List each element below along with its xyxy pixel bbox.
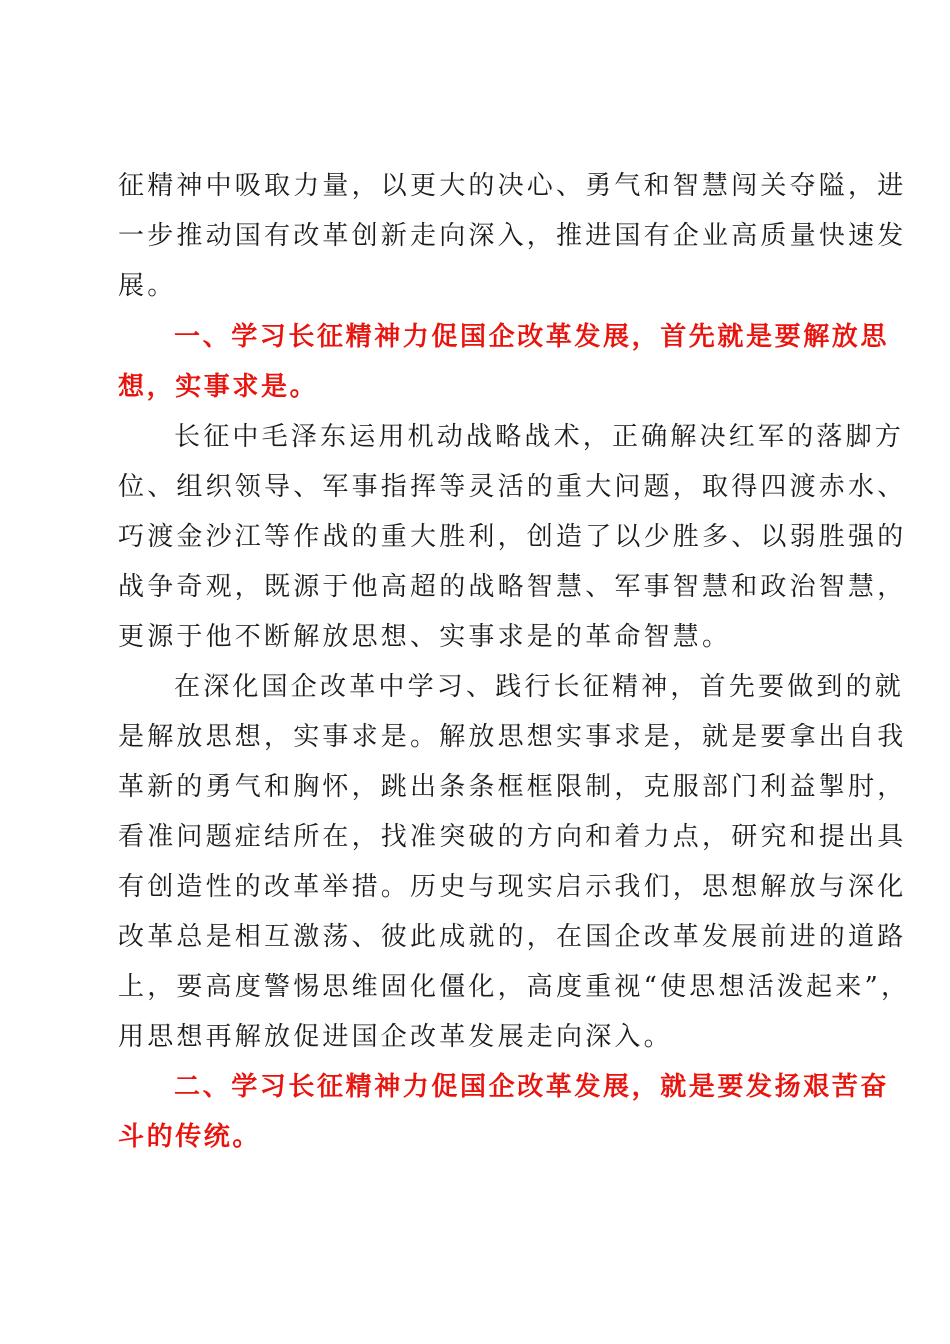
heading-line: 一、学习长征精神力促国企改革发展，首先就是要解放思	[174, 322, 890, 352]
text-line: 战争奇观，既源于他高超的战略智慧、军事智慧和政治智慧，	[118, 572, 907, 602]
text-line: 在深化国企改革中学习、践行长征精神，首先要做到的就	[174, 672, 905, 702]
heading-line: 二、学习长征精神力促国企改革发展，就是要发扬艰苦奋	[174, 1072, 890, 1102]
text-line: 长征中毛泽东运用机动战略战术，正确解决红军的落脚方	[174, 422, 905, 452]
text-line: 征精神中吸取力量，以更大的决心、勇气和智慧闯关夺隘，进	[118, 171, 907, 201]
paragraph-long-march-strategy	[118, 412, 907, 662]
text-line: 用思想再解放促进国企改革发展走向深入。	[118, 1022, 673, 1052]
heading-line: 斗的传统。	[118, 1122, 262, 1152]
text-line: 一步推动国有改革创新走向深入，推进国有企业高质量快速发	[118, 221, 907, 251]
text-line: 改革总是相互激荡、彼此成就的，在国企改革发展前进的道路	[118, 922, 907, 952]
text-line: 更源于他不断解放思想、实事求是的革命智慧。	[118, 622, 732, 652]
paragraph-continuation	[118, 161, 907, 311]
section-heading-2	[118, 1062, 890, 1162]
paragraph-reform-thinking	[118, 662, 911, 1062]
text-line: 革新的勇气和胸怀，跳出条条框框限制，克服部门利益掣肘，	[118, 772, 907, 802]
text-line: 有创造性的改革举措。历史与现实启示我们，思想解放与深化	[118, 872, 907, 902]
heading-line: 想，实事求是。	[118, 372, 319, 402]
text-line: 巧渡金沙江等作战的重大胜利，创造了以少胜多、以弱胜强的	[118, 522, 907, 552]
text-line: 看准问题症结所在，找准突破的方向和着力点，研究和提出具	[118, 822, 907, 852]
text-line: 展。	[118, 271, 177, 301]
section-heading-1	[118, 312, 890, 412]
text-line: 是解放思想，实事求是。解放思想实事求是，就是要拿出自我	[118, 722, 907, 752]
text-line: 上，要高度警惕思维固化僵化，高度重视“使思想活泼起来”，	[118, 972, 911, 1002]
text-line: 位、组织领导、军事指挥等灵活的重大问题，取得四渡赤水、	[118, 472, 907, 502]
